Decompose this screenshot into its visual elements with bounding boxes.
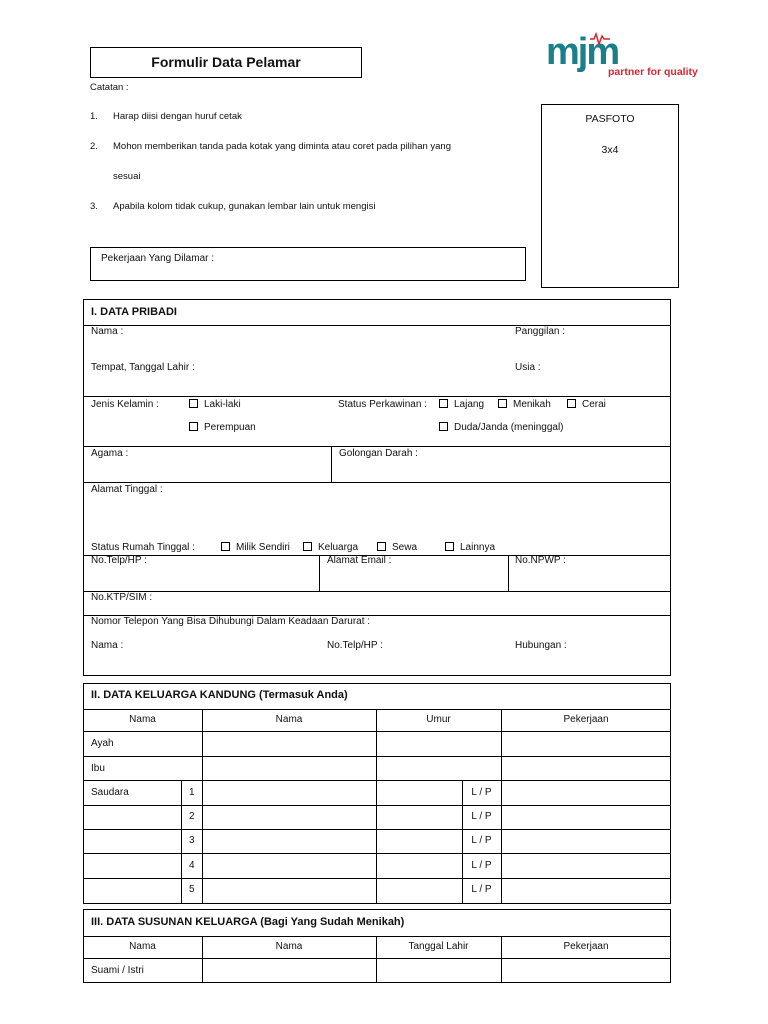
housing-rent-option[interactable]: Sewa bbox=[377, 542, 417, 553]
sibling-number: 5 bbox=[189, 884, 195, 895]
photo-size: 3x4 bbox=[601, 144, 619, 156]
job-applied-label: Pekerjaan Yang Dilamar : bbox=[101, 253, 215, 264]
family-col-header: Pekerjaan bbox=[563, 714, 609, 725]
checkbox-icon bbox=[567, 399, 576, 408]
marital-divorced-option[interactable]: Cerai bbox=[567, 399, 606, 410]
gender-lp[interactable]: L / P bbox=[471, 811, 492, 822]
blood-type-label[interactable]: Golongan Darah : bbox=[339, 448, 418, 459]
housing-own-option[interactable]: Milik Sendiri bbox=[221, 542, 290, 553]
panggilan-label[interactable]: Panggilan : bbox=[515, 326, 566, 337]
gender-lp[interactable]: L / P bbox=[471, 860, 492, 871]
emergency-name-label[interactable]: Nama : bbox=[91, 640, 124, 651]
checkbox-icon bbox=[377, 542, 386, 551]
checkbox-icon bbox=[189, 399, 198, 408]
sibling-number: 4 bbox=[189, 860, 195, 871]
checkbox-icon bbox=[189, 422, 198, 431]
family-col-header: Umur bbox=[426, 714, 451, 725]
emergency-label: Nomor Telepon Yang Bisa Dihubungi Dalam Keadaan Darurat : bbox=[91, 616, 371, 627]
emergency-phone-label[interactable]: No.Telp/HP : bbox=[327, 640, 383, 651]
family-col-header: Nama bbox=[275, 714, 303, 725]
ttl-label[interactable]: Tempat, Tanggal Lahir : bbox=[91, 362, 195, 373]
checkbox-icon bbox=[445, 542, 454, 551]
gender-male-option[interactable]: Laki-laki bbox=[189, 399, 241, 410]
section-family-title: II. DATA KELUARGA KANDUNG (Termasuk Anda) bbox=[91, 689, 348, 701]
family-row-label: Saudara bbox=[91, 787, 129, 798]
note-text-1: Harap diisi dengan huruf cetak bbox=[113, 111, 242, 122]
nama-label[interactable]: Nama : bbox=[91, 326, 124, 337]
marital-married-option[interactable]: Menikah bbox=[498, 399, 551, 410]
sibling-number: 1 bbox=[189, 787, 195, 798]
housing-family-option[interactable]: Keluarga bbox=[303, 542, 358, 553]
spouse-row-label: Suami / Istri bbox=[91, 965, 144, 976]
spouse-col-header: Pekerjaan bbox=[563, 941, 609, 952]
checkbox-icon bbox=[439, 422, 448, 431]
note-num-1: 1. bbox=[90, 111, 98, 122]
housing-other-option[interactable]: Lainnya bbox=[445, 542, 495, 553]
emergency-relation-label[interactable]: Hubungan : bbox=[515, 640, 567, 651]
gender-label: Jenis Kelamin : bbox=[91, 399, 159, 410]
note-text-2: Mohon memberikan tanda pada kotak yang diminta atau coret pada pilihan yang bbox=[113, 141, 451, 152]
gender-lp[interactable]: L / P bbox=[471, 835, 492, 846]
ktp-label[interactable]: No.KTP/SIM : bbox=[91, 592, 153, 603]
spouse-col-header: Tanggal Lahir bbox=[408, 941, 469, 952]
section-marital-family-title: III. DATA SUSUNAN KELUARGA (Bagi Yang Sudah Menikah) bbox=[91, 916, 405, 928]
gender-lp[interactable]: L / P bbox=[471, 787, 492, 798]
mjm-logo bbox=[546, 32, 706, 82]
job-applied-field[interactable] bbox=[90, 247, 526, 281]
form-title-box bbox=[90, 47, 362, 78]
checkbox-icon bbox=[439, 399, 448, 408]
sibling-number: 2 bbox=[189, 811, 195, 822]
logo-tagline: partner for quality bbox=[608, 66, 698, 78]
marital-widowed-option[interactable]: Duda/Janda (meninggal) bbox=[439, 422, 564, 433]
spouse-col-header: Nama bbox=[129, 941, 156, 952]
marital-label: Status Perkawinan : bbox=[338, 399, 427, 410]
note-text-3: Apabila kolom tidak cukup, gunakan lembar lain untuk mengisi bbox=[113, 201, 376, 212]
npwp-label[interactable]: No.NPWP : bbox=[515, 555, 566, 566]
sibling-number: 3 bbox=[189, 835, 195, 846]
photo-box[interactable] bbox=[541, 104, 679, 288]
note-num-3: 3. bbox=[90, 201, 98, 212]
spouse-col-header: Nama bbox=[275, 941, 303, 952]
checkbox-icon bbox=[303, 542, 312, 551]
logo-wordmark: mjm bbox=[546, 32, 619, 73]
note-num-2: 2. bbox=[90, 141, 98, 152]
section-personal-title: I. DATA PRIBADI bbox=[91, 306, 177, 318]
gender-female-option[interactable]: Perempuan bbox=[189, 422, 256, 433]
usia-label[interactable]: Usia : bbox=[515, 362, 541, 373]
notes-label: Catatan : bbox=[90, 82, 129, 93]
note-text-2-cont: sesuai bbox=[113, 171, 141, 182]
housing-label: Status Rumah Tinggal : bbox=[91, 542, 195, 553]
form-title: Formulir Data Pelamar bbox=[151, 54, 301, 70]
family-col-header: Nama bbox=[129, 714, 156, 725]
family-row-label: Ayah bbox=[91, 738, 114, 749]
gender-lp[interactable]: L / P bbox=[471, 884, 492, 895]
email-label[interactable]: Alamat Email : bbox=[327, 555, 392, 566]
checkbox-icon bbox=[498, 399, 507, 408]
checkbox-icon bbox=[221, 542, 230, 551]
address-label[interactable]: Alamat Tinggal : bbox=[91, 484, 163, 495]
family-row-label: Ibu bbox=[91, 763, 105, 774]
phone-label[interactable]: No.Telp/HP : bbox=[91, 555, 147, 566]
photo-label: PASFOTO bbox=[585, 113, 635, 125]
marital-single-option[interactable]: Lajang bbox=[439, 399, 484, 410]
religion-label[interactable]: Agama : bbox=[91, 448, 129, 459]
